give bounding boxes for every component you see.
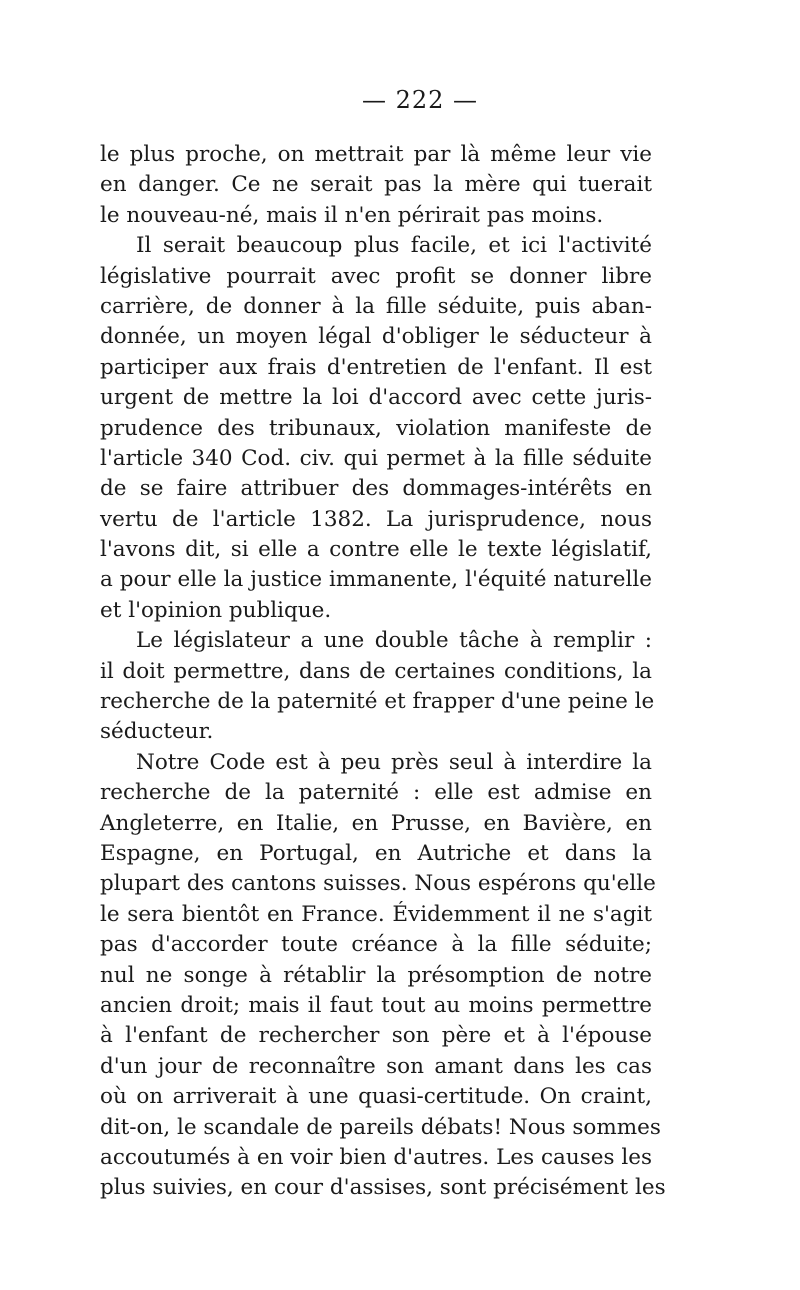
text-line: séducteur. (100, 719, 214, 745)
text-line: Espagne, en Portugal, en Autriche et dans la (100, 840, 652, 866)
text-line: Notre Code est à peu près seul à interdire la (136, 749, 652, 775)
text-line: vertu de l'article 1382. La jurisprudence, nous (100, 506, 652, 532)
text-line: prudence des tribunaux, violation manifeste de (100, 415, 652, 441)
text-line: plupart des cantons suisses. Nous espérons qu'elle (100, 871, 656, 897)
text-line: d'un jour de reconnaître son amant dans les cas (100, 1053, 652, 1079)
text-line: le plus proche, on mettrait par là même leur vie (100, 142, 652, 167)
page-number: — 222 — (361, 86, 479, 114)
body-text (100, 140, 666, 1204)
text-line: le nouveau-né, mais il n'en périrait pas moins. (100, 202, 604, 228)
text-line: plus suivies, en cour d'assises, sont précisément les (100, 1175, 666, 1201)
text-line: carrière, de donner à la fille séduite, puis aban- (100, 293, 652, 319)
text-line: a pour elle la justice immanente, l'équité naturelle (100, 567, 652, 593)
text-line: Le législateur a une double tâche à remplir : (136, 628, 652, 654)
text-line: l'avons dit, si elle a contre elle le texte législatif, (100, 537, 652, 563)
text-line: l'article 340 Cod. civ. qui permet à la fille séduite (100, 445, 652, 471)
text-line: dit-on, le scandale de pareils débats! Nous sommes (100, 1114, 661, 1140)
text-line: où on arriverait à une quasi-certitude. On craint, (100, 1084, 652, 1110)
text-line: urgent de mettre la loi d'accord avec cette juris- (100, 385, 652, 411)
text-line: Il serait beaucoup plus facile, et ici l'activité (136, 233, 652, 259)
text-line: recherche de la paternité et frapper d'une peine le (100, 689, 655, 715)
text-line: Angleterre, en Italie, en Prusse, en Bavière, en (100, 810, 652, 836)
text-line: accoutumés à en voir bien d'autres. Les causes les (100, 1144, 652, 1170)
paragraph (100, 231, 652, 626)
text-line: donnée, un moyen légal d'obliger le séducteur à (100, 324, 652, 350)
text-line: il doit permettre, dans de certaines conditions, la (100, 658, 652, 684)
text-line: législative pourrait avec profit se donner libre (100, 263, 652, 289)
text-line: participer aux frais d'entretien de l'enfant. Il est (100, 354, 652, 380)
text-line: et l'opinion publique. (100, 597, 332, 623)
text-line: nul ne songe à rétablir la présomption de notre (100, 962, 652, 988)
paragraph (100, 140, 652, 231)
paragraph (100, 748, 666, 1204)
text-line: en danger. Ce ne serait pas la mère qui tuerait (100, 172, 652, 198)
text-line: recherche de la paternité : elle est admise en (100, 780, 652, 806)
text-line: pas d'accorder toute créance à la fille séduite; (100, 932, 652, 958)
text-line: ancien droit; mais il faut tout au moins permettre (100, 992, 652, 1018)
paragraph (100, 626, 655, 748)
text-line: le sera bientôt en France. Évidemment il ne s'agit (100, 901, 652, 927)
text-line: de se faire attribuer des dommages-intérêts en (100, 476, 652, 502)
text-line: à l'enfant de rechercher son père et à l'épouse (100, 1023, 652, 1049)
